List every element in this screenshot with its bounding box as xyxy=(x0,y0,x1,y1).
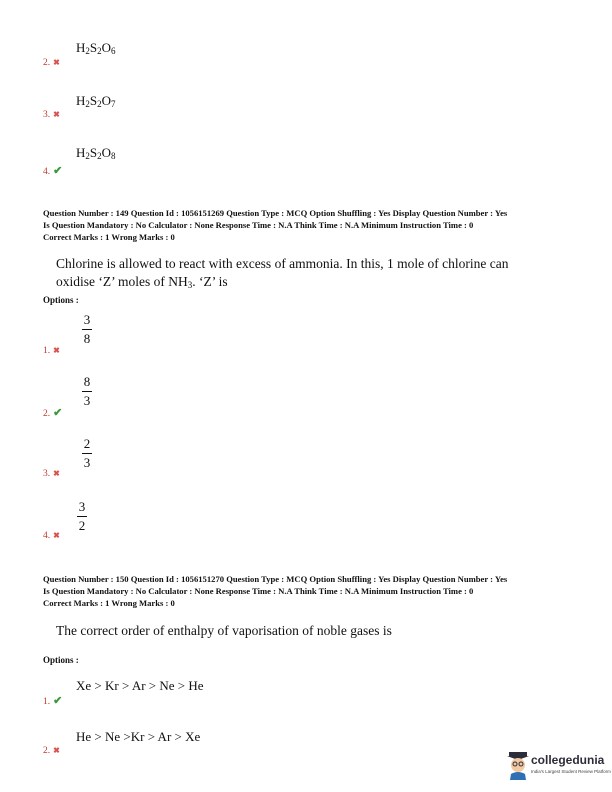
meta-line-1: Question Number : 150 Question Id : 1056151270 Question Type : MCQ Option Shuffling : Yes Display Question Number : Yes xyxy=(43,574,508,584)
option-number: 4. ✖ xyxy=(43,531,60,541)
cross-icon: ✖ xyxy=(53,531,60,540)
cross-icon: ✖ xyxy=(53,110,60,119)
option-formula-h2s2o6: $H_2S_2O_6$ xyxy=(76,40,116,56)
cross-icon: ✖ xyxy=(53,346,60,355)
option-number: 2. ✖ xyxy=(43,58,60,68)
meta-line-2: Is Question Mandatory : No Calculator : None Response Time : N.A Think Time : N.A Minimum Instruction Time : 0 xyxy=(43,586,474,596)
cross-icon: ✖ xyxy=(53,58,60,67)
question-149-meta xyxy=(43,207,507,243)
options-label: Options : xyxy=(43,295,79,305)
marks-line: Correct Marks : 1 Wrong Marks : 0 xyxy=(43,232,175,242)
cross-icon: ✖ xyxy=(53,469,60,478)
marks-line: Correct Marks : 1 Wrong Marks : 0 xyxy=(43,598,175,608)
option-number: 3. ✖ xyxy=(43,469,60,479)
tick-icon: ✔ xyxy=(53,165,63,177)
option-number: 1. ✔ xyxy=(43,695,63,707)
answer-option-2: He > Ne >Kr > Ar > Xe xyxy=(76,729,201,744)
meta-line-2: Is Question Mandatory : No Calculator : None Response Time : N.A Think Time : N.A Minimum Instruction Time : 0 xyxy=(43,220,474,230)
question-150-meta xyxy=(43,573,507,609)
option-formula-h2s2o8: $H_2S_2O_8$ xyxy=(76,145,116,161)
tick-icon: ✔ xyxy=(53,407,63,419)
option-number: 4. ✔ xyxy=(43,165,63,177)
fraction-option-3: 2 3 xyxy=(83,436,91,470)
cross-icon: ✖ xyxy=(53,746,60,755)
option-number: 2. ✔ xyxy=(43,407,63,419)
fraction-option-4: 3 2 xyxy=(78,499,86,533)
question-149-text: Chlorine is allowed to react with excess of ammonia. In this, 1 mole of chlorine can oxidise ‘Z’ moles of $NH_3$. ‘Z’ is xyxy=(56,256,509,290)
option-formula-h2s2o7: $H_2S_2O_7$ xyxy=(76,93,116,109)
options-label: Options : xyxy=(43,655,79,665)
answer-option-1: Xe > Kr > Ar > Ne > He xyxy=(76,678,204,693)
meta-line-1: Question Number : 149 Question Id : 1056151269 Question Type : MCQ Option Shuffling : Yes Display Question Number : Yes xyxy=(43,208,508,218)
mascot-logo-icon xyxy=(505,750,531,780)
option-number: 3. ✖ xyxy=(43,110,60,120)
fraction-option-2: 8 3 xyxy=(83,374,91,408)
fraction-option-1: 3 8 xyxy=(83,312,91,346)
logo-wordmark: collegedunia xyxy=(531,753,605,767)
logo-tagline: India's Largest Student Review Platform xyxy=(531,769,611,774)
option-number: 2. ✖ xyxy=(43,746,60,756)
question-150-text: The correct order of enthalpy of vaporisation of noble gases is xyxy=(56,623,392,638)
option-number: 1. ✖ xyxy=(43,346,60,356)
tick-icon: ✔ xyxy=(53,695,63,707)
